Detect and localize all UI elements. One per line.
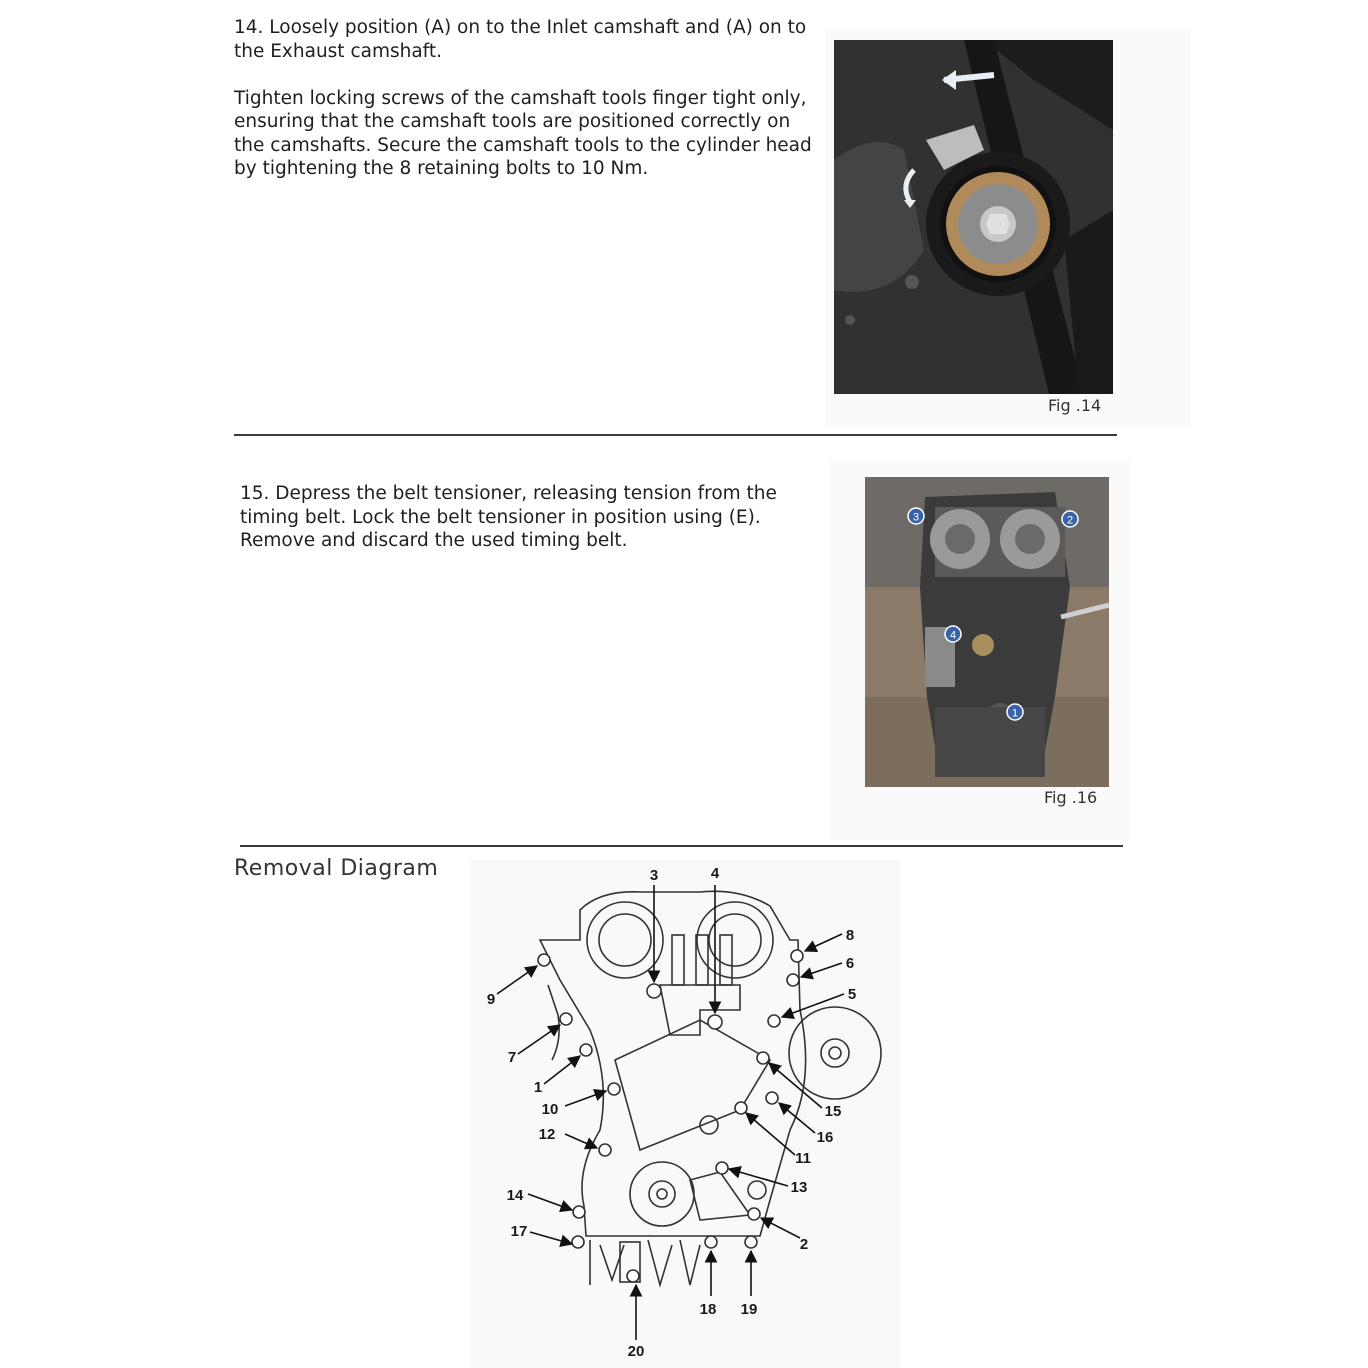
photo-callout-3-label: 3 [912, 511, 920, 524]
bolt-label-4: 4 [710, 865, 720, 882]
section-divider-1 [234, 434, 1117, 436]
bolt-label-17: 17 [510, 1223, 528, 1240]
photo-callout-4 [945, 626, 961, 642]
step-14-text [234, 16, 819, 181]
bolt-label-1: 1 [533, 1079, 543, 1096]
bolt-label-12: 12 [538, 1126, 556, 1143]
photo-callout-2-label: 2 [1066, 514, 1074, 527]
photo-callout-3 [908, 508, 924, 524]
figure-16-photo [865, 477, 1109, 787]
bolt-label-11: 11 [795, 1150, 811, 1167]
figure-14-label: Fig .14 [1048, 396, 1102, 415]
bolt-label-2: 2 [799, 1236, 809, 1253]
bolt-label-9: 9 [486, 991, 496, 1008]
photo-callout-1-label: 1 [1011, 707, 1019, 720]
photo-callout-1 [1007, 704, 1023, 720]
step-14-detail: Tighten locking screws of the camshaft tools finger tight only, ensuring that the camshaft tools are positioned correctly on the camshafts. Secure the camshaft tools to the cylinder head by tightening the 8 retaining bolts to 10 Nm. [234, 87, 812, 179]
bolt-label-5: 5 [847, 986, 857, 1003]
bolt-label-10: 10 [541, 1101, 559, 1118]
figure-16-label: Fig .16 [1044, 788, 1098, 807]
bolt-label-16: 16 [816, 1129, 834, 1146]
step-15-instruction: 15. Depress the belt tensioner, releasing tension from the timing belt. Lock the belt tensioner in position using (E). Remove and discard the used timing belt. [240, 483, 777, 551]
bolt-label-20: 20 [627, 1343, 645, 1360]
section-divider-2 [240, 845, 1123, 847]
bolt-label-15: 15 [824, 1103, 842, 1120]
figure-14-photo [834, 40, 1113, 394]
bolt-label-6: 6 [845, 955, 855, 972]
bolt-label-14: 14 [506, 1187, 524, 1204]
bolt-label-8: 8 [845, 927, 855, 944]
bolt-label-18: 18 [699, 1301, 717, 1318]
bolt-label-7: 7 [507, 1049, 517, 1066]
removal-diagram [470, 860, 900, 1368]
bolt-label-19: 19 [740, 1301, 758, 1318]
bolt-label-13: 13 [790, 1179, 808, 1196]
photo-callout-2 [1062, 511, 1078, 527]
photo-callout-4-label: 4 [949, 629, 957, 642]
step-14-instruction: 14. Loosely position (A) on to the Inlet camshaft and (A) on to the Exhaust camshaft. [234, 17, 807, 62]
step-15-text [240, 482, 800, 553]
bolt-label-3: 3 [649, 867, 659, 884]
removal-diagram-heading: Removal Diagram [234, 856, 439, 881]
